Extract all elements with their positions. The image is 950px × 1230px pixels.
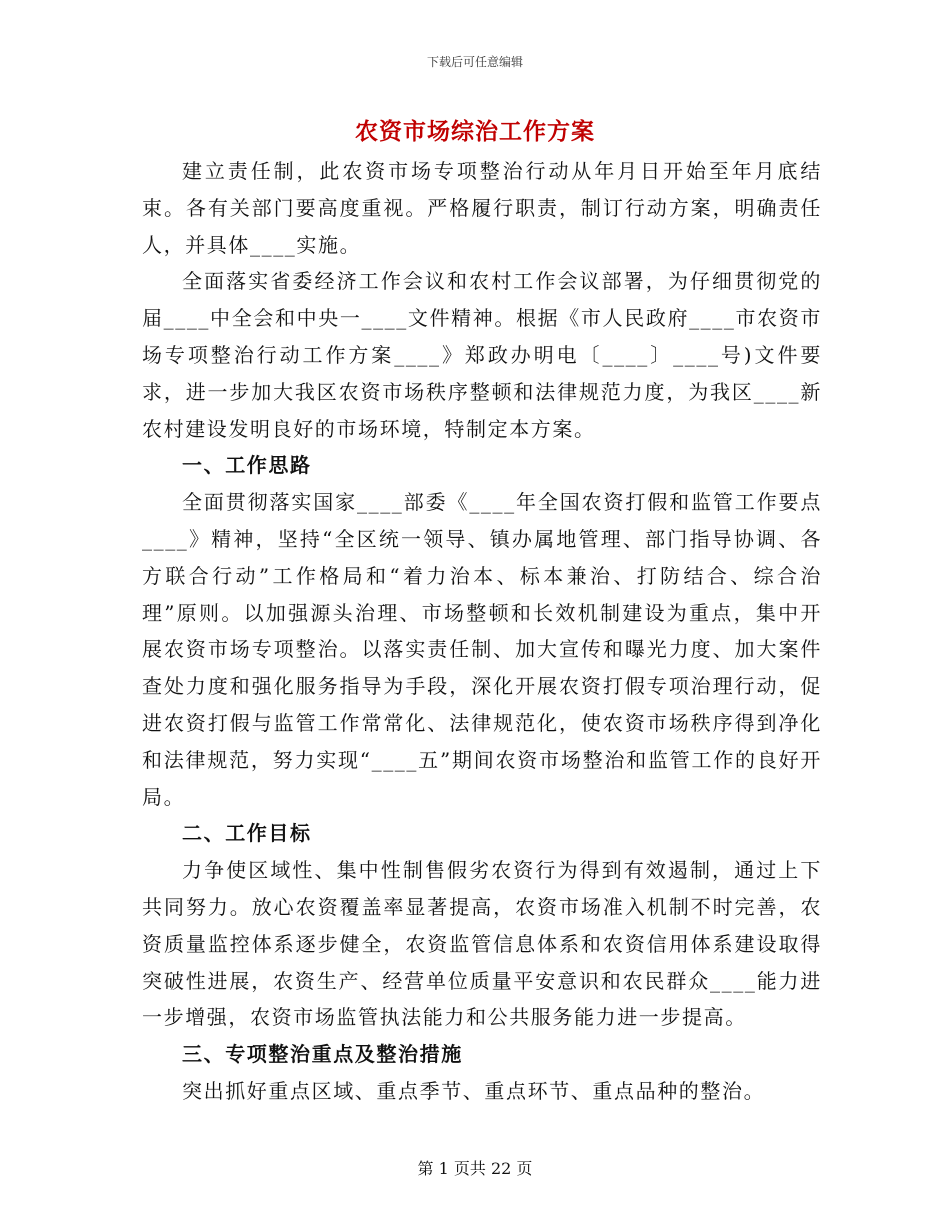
document-title: 农资市场综治工作方案 <box>355 118 595 145</box>
section-heading-approach: 一、工作思路 <box>182 453 312 478</box>
section-heading-goals: 二、工作目标 <box>182 821 312 846</box>
section-heading-measures: 三、专项整治重点及整治措施 <box>182 1042 463 1067</box>
paragraph-goals: 力争使区域性、集中性制售假劣农资行为得到有效遏制，通过上下共同努力。放心农资覆盖率显著提高，农资市场准入机制不时完善，农资质量监控体系逐步健全，农资监管信息体系和农资信用体系建设取得突破性进展，农资生产、经营单位质量平安意识和农民群众____能力进一步增强，农资市场监管执法能力和公共服务能力进一步提高。 <box>142 858 822 1030</box>
header-note: 下载后可任意编辑 <box>426 55 523 69</box>
paragraph-measures: 突出抓好重点区域、重点季节、重点环节、重点品种的整治。 <box>182 1078 766 1103</box>
paragraph-approach: 全面贯彻落实国家____部委《____年全国农资打假和监管工作要点____》精神，坚持“全区统一领导、镇办属地管理、部门指导协调、各方联合行动”工作格局和“着力治本、标本兼治、打防结合、综合治理”原则。以加强源头治理、市场整顿和长效机制建设为重点，集中开展农资市场专项整治。以落实责任制、加大宣传和曝光力度、加大案件查处力度和强化服务指导为手段，深化开展农资打假专项治理行动，促进农资打假与监管工作常常化、法律规范化，使农资市场秩序得到净化和法律规范，努力实现“____五”期间农资市场整治和监管工作的良好开局。 <box>142 490 822 809</box>
paragraph-responsibility: 建立责任制，此农资市场专项整治行动从年月日开始至年月底结束。各有关部门要高度重视。严格履行职责，制订行动方案，明确责任人，并具体____实施。 <box>142 159 822 257</box>
page-footer: 第 1 页共 22 页 <box>417 1159 533 1178</box>
paragraph-background: 全面落实省委经济工作会议和农村工作会议部署，为仔细贯彻党的届____中全会和中央一____文件精神。根据《市人民政府____市农资市场专项整治行动工作方案____》郑政办明电〔____〕____号)文件要求，进一步加大我区农资市场秩序整顿和法律规范力度，为我区____新农村建设发明良好的市场环境，特制定本方案。 <box>142 269 822 441</box>
document-body <box>142 153 822 1110</box>
